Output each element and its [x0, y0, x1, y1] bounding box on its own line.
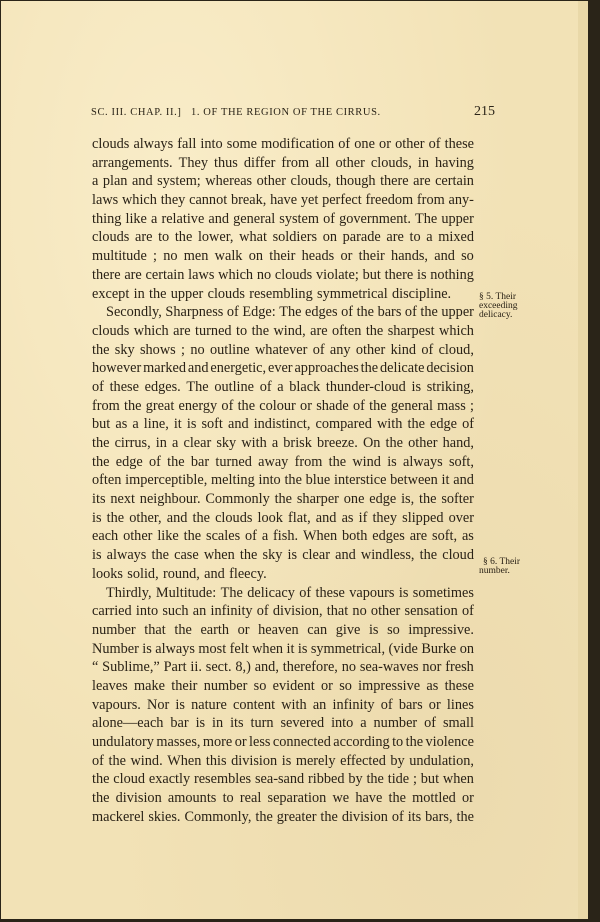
text-line: arrangements. They thus differ from all other clouds, in having — [92, 154, 474, 171]
text-line: the cirrus, in a clear sky with a brisk breeze. On the other hand, — [92, 435, 474, 451]
text-line: laws which they cannot break, have yet perfect freedom from any- — [92, 192, 474, 209]
text-line: is the other, and the clouds look flat, and as if they slipped over — [92, 509, 474, 526]
text-line: its next neighbour. Commonly the sharper one edge is, the softer — [92, 491, 474, 508]
sidenote-section-6 — [479, 558, 520, 576]
text-line: thing like a relative and general system of government. The upper — [92, 210, 474, 227]
text-line: of the wind. When this division is merely effected by undulation, — [92, 752, 474, 769]
body-text — [92, 135, 474, 826]
sidenote-line: delicacy. — [479, 310, 513, 320]
text-line: clouds are to the lower, what soldiers on parade are to a mixed — [92, 229, 474, 246]
sidenote-line: § 5. Their — [479, 292, 517, 302]
text-line: number that the earth or heaven can give is so impressive. — [92, 621, 474, 638]
text-line: from the great energy of the colour or shade of the general mass ; — [92, 397, 474, 414]
sidenote-line: exceeding — [479, 301, 518, 311]
text-line: a plan and system; whereas other clouds, though there are certain — [92, 173, 474, 190]
running-head-title: 1. OF THE REGION OF THE CIRRUS. — [191, 107, 381, 118]
text-line: carried into such an infinity of division, that no other sensation of — [92, 603, 474, 620]
text-line: the edge of the bar turned away from the wind is always soft, — [92, 453, 474, 470]
text-line: looks solid, round, and fleecy. — [92, 565, 267, 582]
text-line: of these edges. The outline of a black thunder-cloud is striking, — [92, 378, 474, 395]
book-page — [1, 1, 588, 919]
page-number: 215 — [474, 104, 495, 119]
text-line: undulatory masses, more or less connected according to the violence — [92, 734, 474, 750]
text-line: however marked and energetic, ever approaches the delicate decision — [92, 360, 474, 377]
text-line: alone—each bar is in its turn severed into a number of small — [92, 715, 474, 732]
sidenote-line: § 6. Their — [483, 557, 521, 567]
text-line: is always the case when the sky is clear and windless, the cloud — [92, 547, 474, 564]
text-line: but as a line, it is soft and indistinct, compared with the edge of — [92, 416, 474, 433]
text-line: the sky shows ; no outline whatever of any other kind of cloud, — [92, 341, 474, 358]
text-line: clouds always fall into some modification of one or other of these — [92, 136, 474, 152]
text-line: mackerel skies. Commonly, the greater the division of its bars, the — [92, 808, 474, 825]
text-line: Thirdly, Multitude: The delicacy of these vapours is sometimes — [106, 584, 474, 601]
text-line: leaves make their number so evident or so impressive as these — [92, 677, 474, 694]
text-line: except in the upper clouds resembling symmetrical discipline. — [92, 285, 452, 302]
text-line: Number is always most felt when it is symmetrical, (vide Burke on — [92, 640, 474, 657]
text-line: the cloud exactly resembles sea-sand ribbed by the tide ; but when — [92, 771, 474, 788]
text-line: there are certain laws which no clouds violate; but there is nothing — [92, 266, 474, 283]
sidenote-section-5 — [479, 293, 518, 320]
text-line: clouds which are turned to the wind, are often the sharpest which — [92, 322, 474, 339]
text-line: the division amounts to real separation we have the mottled or — [92, 790, 474, 807]
running-head-section: SC. III. CHAP. II.] — [91, 107, 182, 118]
sidenote-line: number. — [479, 566, 510, 576]
text-line: Secondly, Sharpness of Edge: The edges of the bars of the upper — [106, 304, 474, 321]
text-line: vapours. Nor is nature content with an infinity of bars or lines — [92, 696, 474, 713]
text-line: “ Sublime,” Part ii. sect. 8,) and, therefore, no sea-waves nor fresh — [92, 659, 474, 676]
text-line: often imperceptible, melting into the blue interstice between it and — [92, 472, 474, 489]
text-line: each other like the scales of a fish. When both edges are soft, as — [92, 528, 474, 545]
text-line: multitude ; no men walk on their heads or their hands, and so — [92, 248, 474, 265]
